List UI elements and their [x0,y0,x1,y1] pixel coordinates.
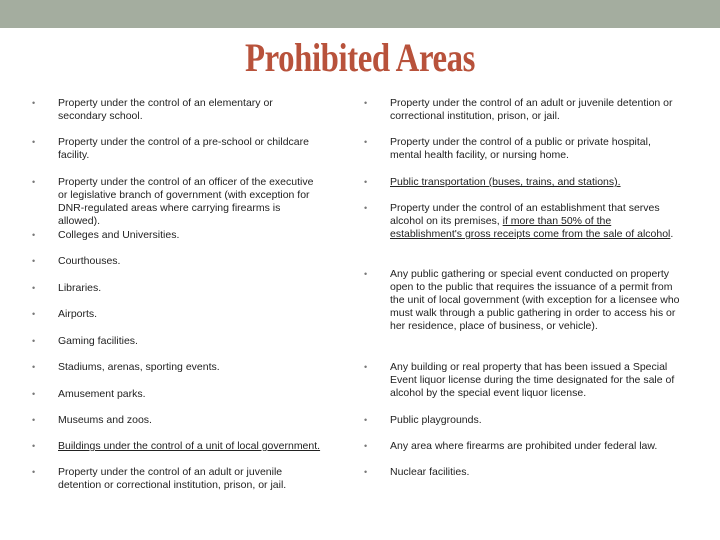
top-bar [0,0,720,28]
list-item: • Property under the control of an elementary or secondary school. [32,97,273,122]
list-item: • Airports. [32,308,98,320]
list-item: • Property under the control of a public or private hospital, mental health facility, or nursing home. [364,136,651,161]
list-item: • Nuclear facilities. [364,466,470,478]
list-item: • Property under the control of an adult or juvenile detention or correctional institution, prison, or jail. [32,466,287,491]
list-item: • Buildings under the control of a unit of local government. [32,440,321,452]
list-item: • Gaming facilities. [32,335,138,347]
list-item: • Any public gathering or special event conducted on property open to the public that requires the issuance of a permit from the unit of local government (with exception for a licensee who must walk through a public gathering in order to access his or her residence, place of business, or vehicle). [364,268,680,332]
page-title: Prohibited Areas [244,35,476,80]
list-item: • Any building or real property that has been issued a Special Event liquor license during the time designated for the sale of alcohol by the special event liquor license. [364,361,675,399]
list-item: • Any area where firearms are prohibited under federal law. [364,440,658,452]
list-item: • Courthouses. [32,255,121,267]
bullet: • [32,98,36,108]
list-item: • Property under the control of an officer of the executive or legislative branch of government (with exception for DNR-regulated areas where carrying firearms is allowed). [32,176,314,227]
list-item: • Property under the control of an establishment that serves alcohol on its premises, if more than 50% of the establishment's gross receipts come from the sale of alcohol. [364,202,674,240]
list-item: • Museums and zoos. [32,414,152,426]
list-item: • Colleges and Universities. [32,229,180,241]
list-item: • Amusement parks. [32,388,146,400]
list-item: • Property under the control of an adult or juvenile detention or correctional institution, prison, or jail. [364,97,673,122]
list-item: • Libraries. [32,282,102,294]
list-item: • Stadiums, arenas, sporting events. [32,361,220,373]
list-item: • Property under the control of a pre-school or childcare facility. [32,136,309,161]
list-item: • Public transportation (buses, trains, and stations). [364,176,621,188]
list-item: • Public playgrounds. [364,414,482,426]
